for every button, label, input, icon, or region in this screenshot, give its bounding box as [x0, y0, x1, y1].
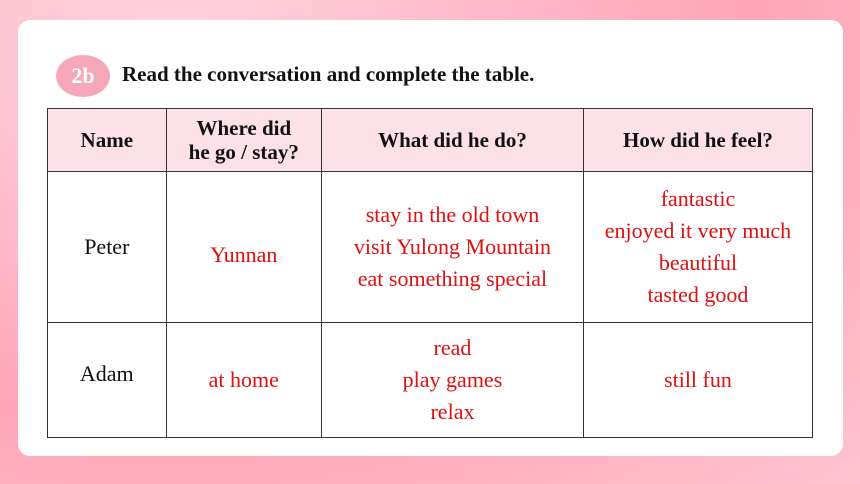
header-where	[166, 109, 321, 172]
header-where-line2: he go / stay?	[188, 140, 299, 164]
row-feel-item: enjoyed it very much	[604, 218, 792, 243]
row-where: at home	[208, 367, 279, 392]
row-where-cell	[166, 172, 321, 323]
table-row	[48, 323, 813, 438]
exercise-instruction: Read the conversation and complete the table.	[122, 62, 535, 86]
header-where-line1: Where did	[196, 116, 292, 140]
header-feel: How did he feel?	[583, 109, 812, 172]
row-feel-cell	[583, 172, 812, 323]
row-feel-item: tasted good	[647, 282, 749, 307]
row-feel-item: still fun	[664, 367, 732, 392]
row-name: Peter	[84, 234, 130, 259]
table-row	[48, 172, 813, 323]
exercise-badge: 2b	[56, 55, 110, 97]
row-name-cell	[48, 172, 167, 323]
answer-table	[47, 108, 813, 438]
table-header-row	[48, 109, 813, 172]
row-name: Adam	[79, 361, 134, 386]
row-did-item: visit Yulong Mountain	[353, 234, 552, 259]
row-did-cell	[322, 323, 584, 438]
row-where-cell	[166, 323, 321, 438]
row-did-item: read	[433, 335, 472, 360]
row-where: Yunnan	[210, 242, 278, 267]
row-did-item: play games	[402, 367, 503, 392]
row-feel-cell	[583, 323, 812, 438]
header-name: Name	[48, 109, 167, 172]
header-did: What did he do?	[322, 109, 584, 172]
row-feel-item: beautiful	[658, 250, 738, 275]
row-did-cell	[322, 172, 584, 323]
row-did-item: stay in the old town	[365, 202, 540, 227]
row-feel-item: fantastic	[660, 186, 736, 211]
row-did-item: eat something special	[357, 266, 548, 291]
row-name-cell	[48, 323, 167, 438]
row-did-item: relax	[430, 399, 475, 424]
